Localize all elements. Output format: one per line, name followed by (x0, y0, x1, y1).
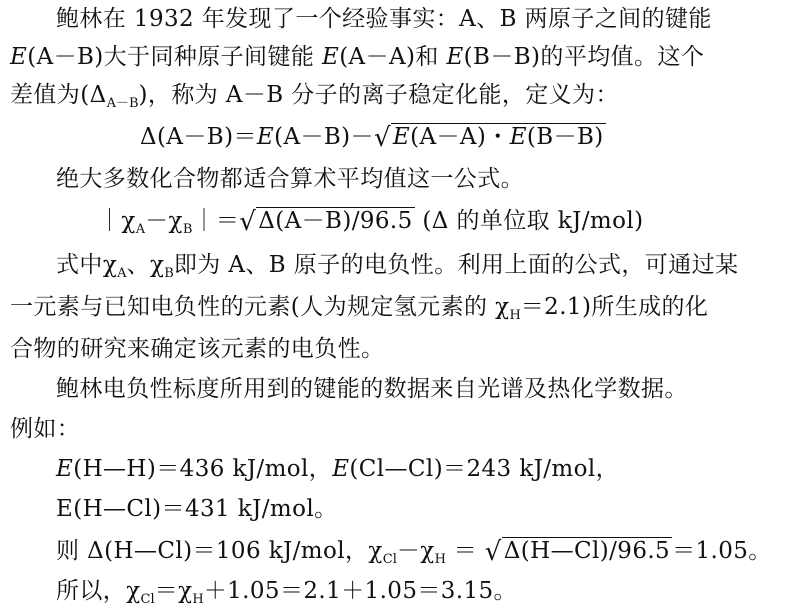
unit-note: (Δ 的单位取 kJ/mol) (422, 208, 644, 234)
formula-electronegativity: $|\chi_A-\chi_B|=√\Delta(A-B)/96.5$ (Δ 的单位取 kJ/mol) (98, 207, 644, 237)
calculation-line2: 所以，$\chi_{Cl}=\chi_H+1.05=2.1+1.05=3.15$。 (56, 578, 517, 607)
radicand: E(A－A)・E(B－B) (392, 124, 604, 150)
square-root (374, 122, 606, 153)
square-root (239, 206, 414, 237)
para1-line3: 差值为$(\Delta_{A-B})$，称为 A－B 分子的离子稳定化能，定义为： (10, 82, 619, 111)
para2-line2: 一元素与已知电负性的元素(人为规定氢元素的 $\chi_H=2.1$)所生成的化 (10, 294, 709, 323)
para3-line1: 鲍林电负性标度所用到的键能的数据来自光谱及热化学数据。 (56, 376, 688, 402)
para2-line3: 合物的研究来确定该元素的电负性。 (10, 336, 385, 362)
formula-ionic-stabilization: Δ(A－B)＝E(A－B)－√E(A－A)・E(B－B) (140, 123, 604, 153)
bond-energy-line2: E(H—Cl)＝431 kJ/mol。 (56, 496, 338, 522)
radical-sign: √ (373, 123, 391, 153)
radicand: Δ(A－B)/96.5 (258, 208, 413, 234)
square-root (485, 536, 672, 567)
para1-line2: E(A－B)大于同种原子间键能 E(A－A)和 E(B－B)的平均值。这个 (10, 44, 705, 70)
radicand: Δ(H—Cl)/96.5 (503, 538, 671, 564)
para3-line2: 例如： (10, 416, 81, 442)
bond-energy-line1: E(H—H)＝436 kJ/mol，E(Cl—Cl)＝243 kJ/mol， (56, 456, 619, 482)
radical-sign: √ (484, 537, 502, 567)
para2-line1: 式中$\chi_A$、$\chi_B$即为 A、B 原子的电负性。利用上面的公式，可通过某 (56, 252, 739, 281)
calculation-line1: 则 Δ(H—Cl)＝106 kJ/mol，$\chi_{Cl}-\chi_H$ ＝ √Δ(H—Cl)/96.5＝1.05。 (56, 537, 772, 567)
para1-line1: 鲍林在 1932 年发现了一个经验事实：A、B 两原子之间的键能 (56, 6, 712, 32)
radical-sign: √ (239, 207, 257, 237)
line-arithmetic-mean: 绝大多数化合物都适合算术平均值这一公式。 (56, 166, 524, 192)
